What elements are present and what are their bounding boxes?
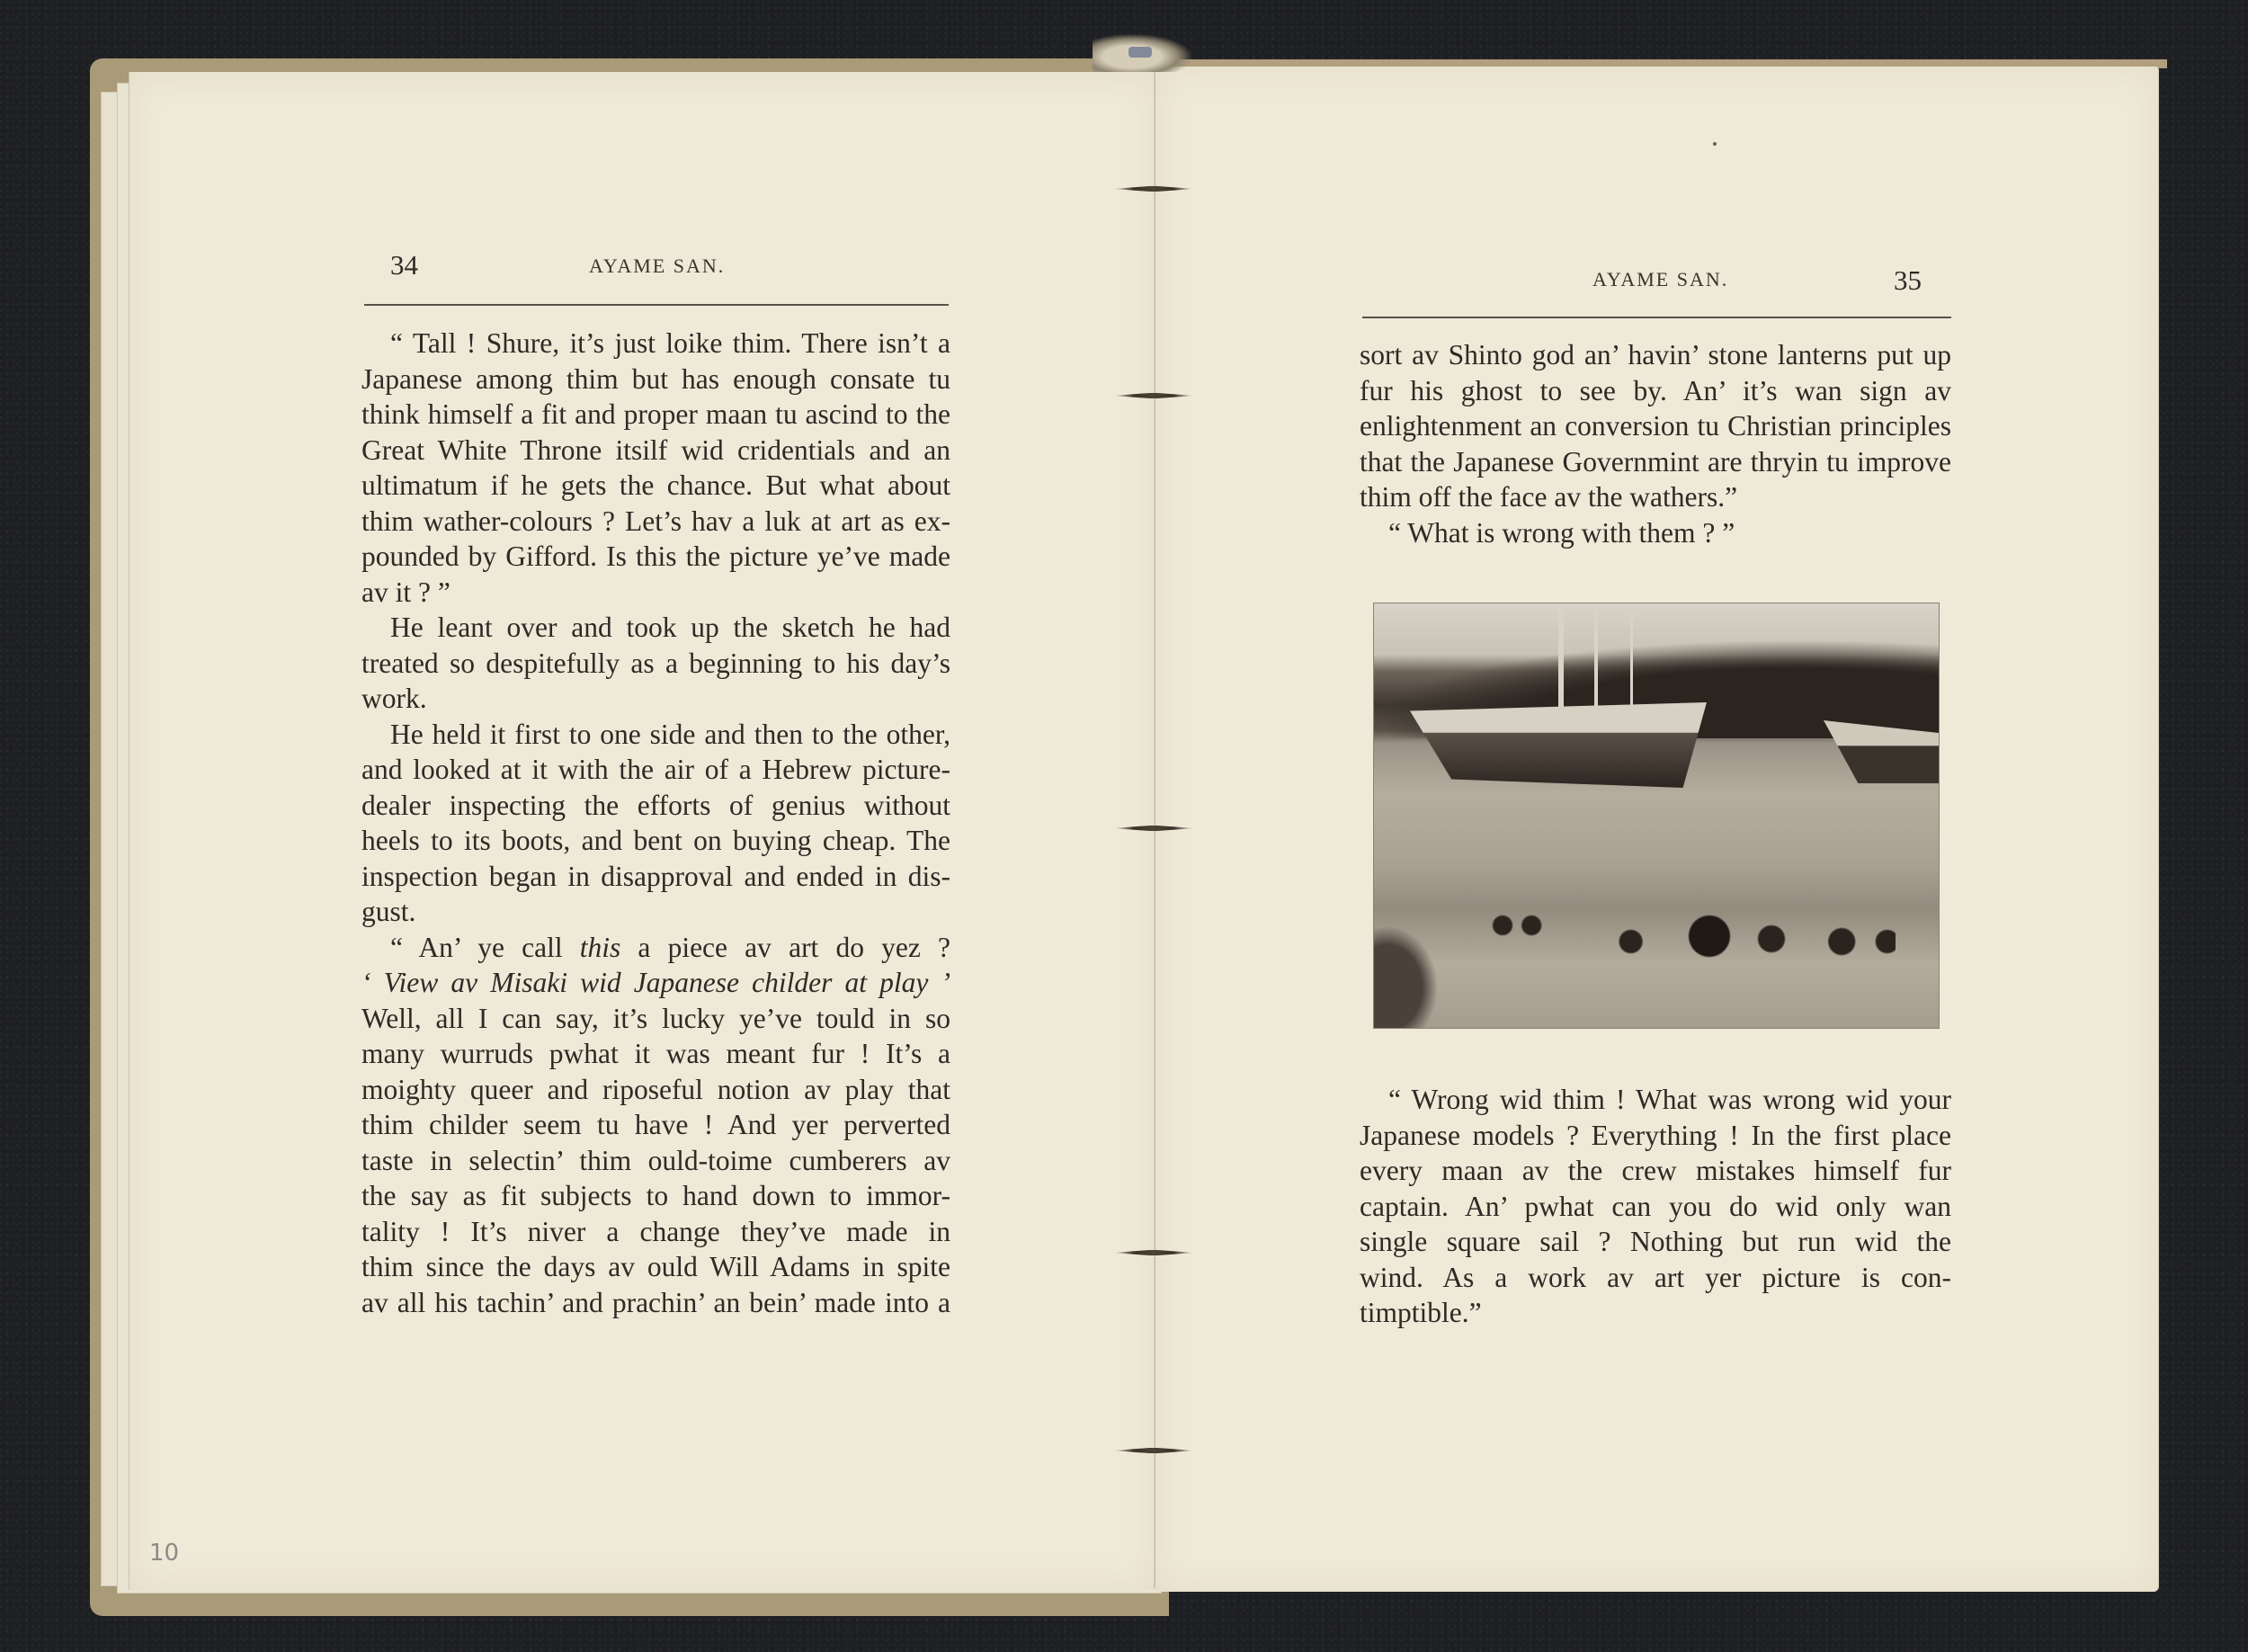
text-line: treated so despitefully as a beginning to his day’s <box>361 647 950 679</box>
paper-speck <box>1713 142 1717 146</box>
text-line: Well, all I can say, it’s lucky ye’ve tould in so <box>361 1002 950 1034</box>
harbour-photograph <box>1373 603 1940 1029</box>
text-line <box>361 930 950 966</box>
text-line: enlightenment an conversion tu Christian principles <box>1360 410 1951 442</box>
text-line: gust. <box>361 896 416 927</box>
text-line: pounded by Gifford. Is this the picture ye’ve made <box>361 540 950 572</box>
text-line: the say as fit subjects to hand down to immor- <box>361 1180 950 1211</box>
right-page-body-bottom <box>1360 1082 1951 1331</box>
text-line: heels to its boots, and bent on buying cheap. The <box>361 825 950 856</box>
text-line: timptible.” <box>1360 1297 1482 1328</box>
photo-rocks <box>1374 927 1437 1028</box>
text-line: “ What is wrong with them ? ” <box>1388 516 1735 549</box>
page-number: 34 <box>390 249 418 281</box>
text-line: “ Tall ! Shure, it’s just loike thim. There isn’t a <box>390 327 950 359</box>
text-line: Great White Throne itsilf wid cridentials and an <box>361 433 950 466</box>
header-rule <box>364 304 949 306</box>
photo-junk-boat <box>1410 702 1707 788</box>
text-line: moighty queer and riposeful notion av play that <box>361 1073 950 1105</box>
text-line: fur his ghost to see by. An’ it’s wan sign av <box>1360 374 1951 406</box>
text-line: He leant over and took up the sketch he had <box>390 612 950 643</box>
text-line: that the Japanese Governmint are thryin tu improve <box>1360 445 1951 478</box>
left-page-body <box>361 326 950 1320</box>
text-line: “ Wrong wid thim ! What was wrong wid your <box>1388 1084 1951 1115</box>
text-line: thim childer seem tu have ! And yer perverted <box>361 1109 950 1140</box>
text-line: thim wather-colours ? Let’s hav a luk at art as ex- <box>361 505 950 537</box>
text-line: inspection began in disapproval and ended in dis- <box>361 860 950 892</box>
text-line: sort av Shinto god an’ havin’ stone lanterns put up <box>1360 339 1951 371</box>
emphasis-word: this <box>579 931 621 963</box>
text-line: Japanese among thim but has enough consate tu <box>361 362 950 395</box>
text-line: ultimatum if he gets the chance. But what about <box>361 469 950 501</box>
text-line: tality ! It’s niver a change they’ve made in <box>361 1215 950 1247</box>
text-line: many wurruds pwhat it was meant fur ! It’s a <box>361 1038 950 1069</box>
text-line: single square sail ? Nothing but run wid the <box>1360 1226 1951 1257</box>
text-line: thim off the face av the wathers.” <box>1360 481 1738 513</box>
italic-picture-title: ‘ View av Misaki wid Japanese childer at play ’ <box>361 967 950 998</box>
text-line: taste in selectin’ thim ould-toime cumberers av <box>361 1144 950 1176</box>
text-run: a piece av art do yez ? <box>620 931 950 963</box>
text-line: av it ? ” <box>361 576 450 608</box>
text-line: and looked at it with the air of a Hebrew picture- <box>361 754 950 785</box>
text-line: wind. As a work av art yer picture is con- <box>1360 1261 1951 1293</box>
text-line: av all his tachin’ and prachin’ an bein’ made into a <box>361 1286 950 1318</box>
text-line: Japanese models ? Everything ! In the first place <box>1360 1119 1951 1151</box>
page-number: 35 <box>1894 264 1922 296</box>
text-line: work. <box>361 683 427 714</box>
pencil-annotation: 10 <box>149 1540 180 1567</box>
running-head: AYAME SAN. <box>1592 268 1729 290</box>
text-line: every maan av the crew mistakes himself fur <box>1360 1155 1951 1186</box>
text-run: “ An’ ye call <box>390 931 580 963</box>
text-line: think himself a fit and proper maan tu ascind to the <box>361 398 950 430</box>
text-line: thim since the days av ould Will Adams in spite <box>361 1251 950 1282</box>
text-line: captain. An’ pwhat can you do wid only wan <box>1360 1190 1951 1222</box>
right-page-body-top <box>1360 337 1951 550</box>
text-line: He held it first to one side and then to the other, <box>390 718 950 750</box>
running-head: AYAME SAN. <box>589 254 726 277</box>
text-line: dealer inspecting the efforts of genius without <box>361 789 950 821</box>
header-rule <box>1362 317 1951 318</box>
torn-spine-binding <box>1093 34 1191 72</box>
photo-children <box>1482 909 1896 963</box>
